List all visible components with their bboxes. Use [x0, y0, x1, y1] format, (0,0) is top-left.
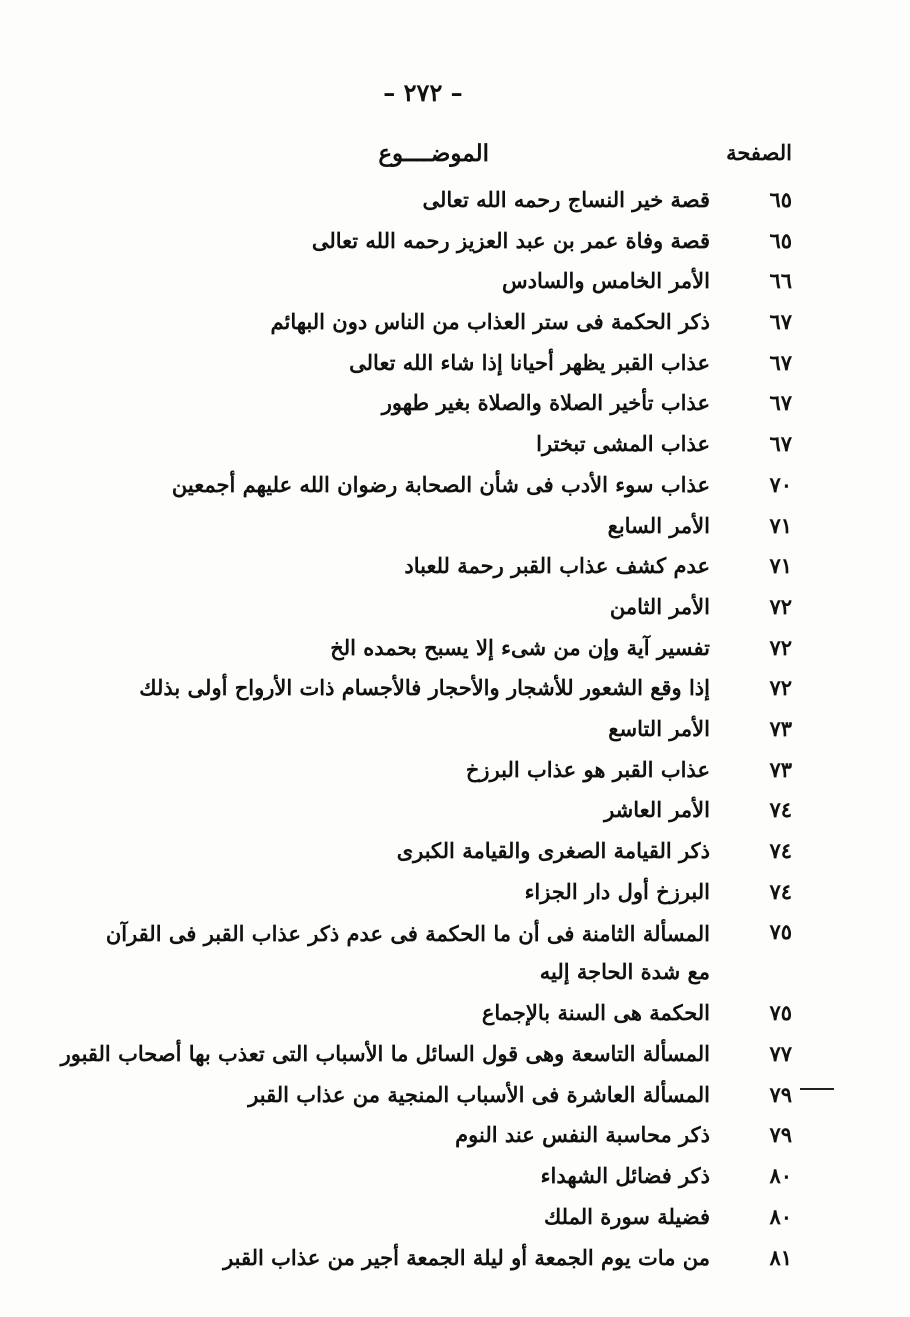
- toc-entry: [92, 468, 792, 509]
- toc-entry-title: الأمر الثامن: [609, 593, 710, 619]
- toc-entry: [92, 834, 792, 875]
- toc-entry-title: الأمر التاسع: [608, 715, 710, 741]
- toc-entry-title: المسألة التاسعة وهى قول السائل ما الأسباب التى تعذب بها أصحاب القبور: [60, 1041, 710, 1067]
- toc-entry-title: عذاب تأخير الصلاة والصلاة بغير طهور: [381, 390, 710, 416]
- toc-entry-page: ٧٢: [769, 634, 792, 660]
- toc-entry-page: ٦٥: [769, 227, 792, 253]
- toc-entry: [92, 671, 792, 712]
- topic-column-heading: الموضــــوع: [378, 140, 489, 167]
- toc-entry-title: الأمر السابع: [607, 512, 710, 538]
- toc-entry-page: ٧٩: [769, 1122, 792, 1148]
- toc-entry: [92, 712, 792, 753]
- toc-entry-page: ٧٥: [769, 1000, 792, 1026]
- toc-entry-page: ٧٩: [769, 1081, 792, 1107]
- toc-entry-page: ٧٣: [769, 715, 792, 741]
- toc-entry: [92, 915, 792, 996]
- toc-entry-page: ٧٥: [769, 919, 792, 945]
- toc-entry-title: ذكر فضائل الشهداء: [540, 1163, 710, 1189]
- toc-entry: [92, 1159, 792, 1200]
- page-column-heading: الصفحة: [726, 140, 792, 165]
- toc-entry: [92, 1241, 792, 1282]
- toc-entry-page: ٧١: [769, 512, 792, 538]
- toc-entry: [92, 1078, 792, 1119]
- toc-entry-page: ٦٧: [769, 309, 792, 335]
- toc-entry-title: إذا وقع الشعور للأشجار والأحجار فالأجسام ذات الأرواح أولى بذلك: [139, 675, 710, 701]
- toc-entry-page: ٧٠: [769, 471, 792, 497]
- toc-entry-page: ٦٧: [769, 349, 792, 375]
- page-number: – ٢٧٢ –: [383, 78, 463, 107]
- toc-entry-page: ٧٤: [769, 878, 792, 904]
- toc-entry: [92, 224, 792, 265]
- toc-entry-title: عذاب القبر هو عذاب البرزخ: [465, 756, 710, 782]
- toc-entry-page: ٧٧: [769, 1041, 792, 1067]
- toc-entry-page: ٨٠: [769, 1163, 792, 1189]
- toc-header: [72, 140, 792, 170]
- toc-entry-page: ٦٥: [769, 187, 792, 212]
- toc-entry-title: الأمر العاشر: [604, 797, 710, 823]
- toc-entry-title: المسألة الثامنة فى أن ما الحكمة فى عدم ذكر عذاب القبر فى القرآن مع شدة الحاجة إليه: [105, 921, 710, 985]
- toc-entry: [92, 305, 792, 346]
- toc-entry: [92, 549, 792, 590]
- toc-entry-title: ذكر الحكمة فى ستر العذاب من الناس دون البهائم: [270, 309, 710, 335]
- toc-entry: [92, 1118, 792, 1159]
- toc-entry-page: ٧٢: [769, 593, 792, 619]
- toc-entry: [92, 1200, 792, 1241]
- toc-entry: [92, 264, 792, 305]
- toc-entry: [92, 793, 792, 834]
- toc-entry-title: البرزخ أول دار الجزاء: [524, 878, 710, 904]
- toc-entry-title: عدم كشف عذاب القبر رحمة للعباد: [404, 553, 710, 579]
- toc-entry-page: ٦٧: [769, 390, 792, 416]
- toc-entry-page: ٧١: [769, 553, 792, 579]
- toc-entry-title: المسألة العاشرة فى الأسباب المنجية من عذاب القبر: [248, 1081, 710, 1107]
- toc-entry-page: ٧٢: [769, 675, 792, 701]
- toc-entry: [92, 427, 792, 468]
- toc-entry: [92, 509, 792, 550]
- toc-entry-page: ٦٦: [769, 268, 792, 294]
- toc-entry-title: ذكر محاسبة النفس عند النوم: [455, 1122, 710, 1148]
- toc-entry-title: تفسير آية وإن من شىء إلا يسبح بحمده الخ: [330, 634, 710, 660]
- toc-entry-title: الأمر الخامس والسادس: [502, 268, 710, 294]
- toc-entry-title: من مات يوم الجمعة أو ليلة الجمعة أجير من عذاب القبر: [223, 1244, 710, 1270]
- toc-entry-page: ٨٠: [769, 1203, 792, 1229]
- toc-entry: [92, 631, 792, 672]
- toc-entry-page: ٧٤: [769, 797, 792, 823]
- toc-entry-title: قصة وفاة عمر بن عبد العزيز رحمه الله تعالى: [311, 227, 710, 253]
- toc-entry: [92, 590, 792, 631]
- toc-entry-title: فضيلة سورة الملك: [543, 1203, 710, 1229]
- toc-entry-title: الحكمة هى السنة بالإجماع: [481, 1000, 710, 1026]
- toc-entry: [92, 996, 792, 1037]
- toc-entry-page: ٧٤: [769, 838, 792, 863]
- toc-entry: [92, 875, 792, 916]
- toc-entry: [92, 753, 792, 794]
- toc-entry-title: قصة خير النساج رحمه الله تعالى: [422, 187, 710, 212]
- toc-entry-title: عذاب المشى تبخترا: [536, 431, 710, 457]
- toc-entry-page: ٦٧: [769, 431, 792, 457]
- toc-entry-title: عذاب القبر يظهر أحيانا إذا شاء الله تعالى: [349, 349, 710, 375]
- toc-entry-title: عذاب سوء الأدب فى شأن الصحابة رضوان الله عليهم أجمعين: [171, 471, 710, 497]
- toc-entry-page: ٧٣: [769, 756, 792, 782]
- margin-mark: [800, 1088, 834, 1090]
- toc-entry: [60, 1037, 792, 1078]
- toc-entry: [92, 386, 792, 427]
- toc-entry-title: ذكر القيامة الصغرى والقيامة الكبرى: [396, 838, 710, 863]
- toc-entry: [92, 183, 792, 224]
- toc-list: [60, 183, 792, 1281]
- toc-entry-page: ٨١: [769, 1244, 792, 1270]
- toc-entry: [92, 346, 792, 387]
